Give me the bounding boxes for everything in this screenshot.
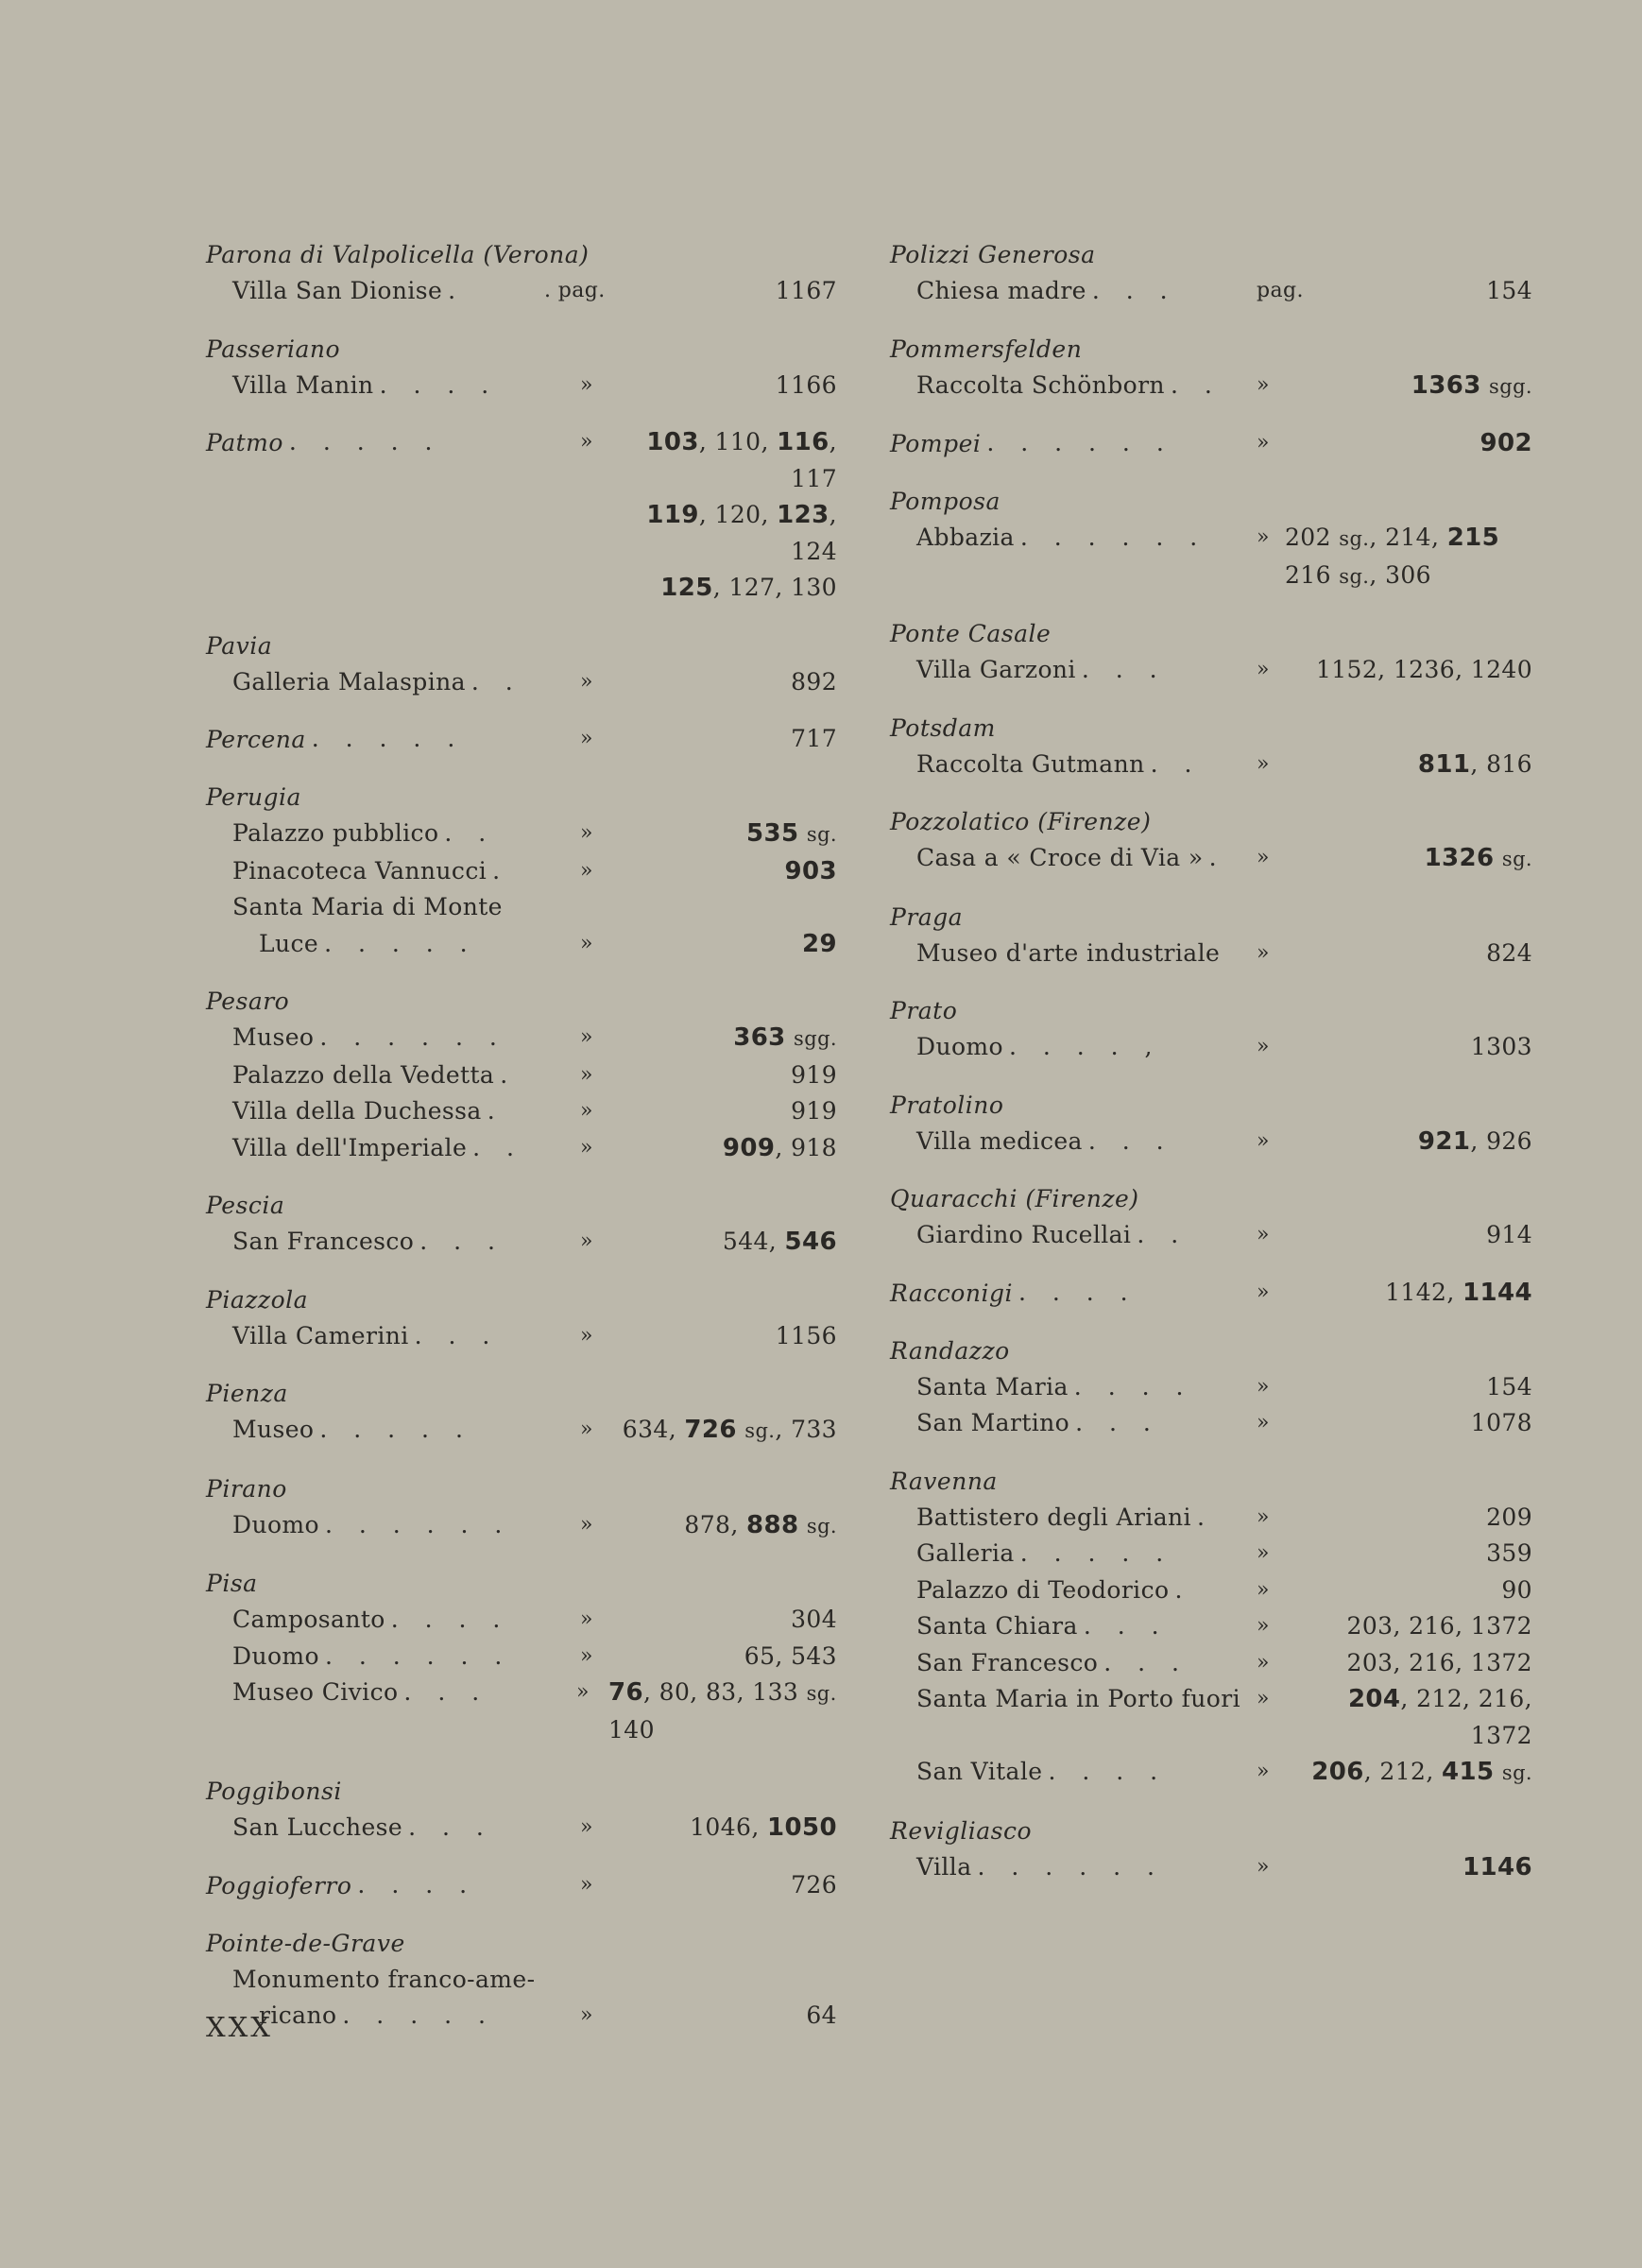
ditto-mark: » <box>1257 846 1270 869</box>
index-entry <box>890 803 1532 878</box>
index-subentry <box>890 1500 1532 1537</box>
dot-leader: . . . <box>419 1228 505 1255</box>
place-heading: Pescia <box>206 1192 285 1219</box>
dot-leader: . . . <box>408 1813 493 1841</box>
page-refs: 1078 <box>1470 1409 1532 1436</box>
index-entry <box>890 1275 1532 1312</box>
ditto-mark: » <box>1257 372 1270 397</box>
place-heading: Pavia <box>206 631 273 660</box>
dot-leader: . . . . . . <box>324 1510 512 1538</box>
page-refs: 304 <box>791 1606 837 1633</box>
index-subentry <box>206 1057 837 1094</box>
subentry-label: Villa Camerini <box>232 1321 409 1349</box>
dot-leader: . <box>1174 1575 1192 1604</box>
dot-leader: . . . <box>1083 1612 1169 1640</box>
ditto-mark: » <box>580 1062 593 1087</box>
dot-leader: . <box>492 856 510 885</box>
index-entry <box>206 1565 837 1748</box>
page-refs: 154 <box>1486 277 1532 304</box>
dot-leader: . . . <box>1081 656 1167 683</box>
subentry-label: San Francesco <box>232 1228 415 1255</box>
place-heading: Pratolino <box>890 1091 1004 1119</box>
subentry-label: Monumento franco-ame- <box>232 1965 536 1993</box>
index-subentry <box>890 1572 1532 1609</box>
dot-leader: . <box>1208 844 1226 871</box>
page-refs: 1046, 1050 <box>690 1813 837 1842</box>
index-entry <box>890 992 1532 1066</box>
index-entry <box>890 899 1532 972</box>
ditto-mark: » <box>1257 431 1270 455</box>
index-entry <box>890 331 1532 405</box>
dot-leader: . <box>448 277 466 304</box>
subentry-label: Santa Chiara <box>916 1612 1078 1640</box>
index-subentry <box>890 936 1532 972</box>
subentry-label: San Martino <box>916 1409 1070 1436</box>
subentry-label: Raccolta Gutmann <box>916 749 1145 778</box>
ditto-mark: » <box>1257 1223 1270 1246</box>
subentry-label: San Vitale <box>916 1758 1043 1785</box>
dot-leader: . . <box>472 1133 523 1161</box>
ditto-mark: » <box>1257 1035 1270 1058</box>
place-heading: Pienza <box>206 1380 288 1407</box>
index-entry <box>206 424 837 607</box>
place-heading: Pesaro <box>206 988 290 1015</box>
place-heading: Pommersfelden <box>890 335 1083 363</box>
index-entry <box>206 1187 837 1261</box>
index-subentry <box>206 816 837 853</box>
index-subentry <box>206 1020 837 1057</box>
ditto-mark: » <box>580 727 593 750</box>
subentry-label: Villa della Duchessa <box>232 1097 482 1125</box>
dot-leader: . . . <box>1103 1648 1189 1676</box>
index-subentry <box>206 1507 837 1545</box>
subentry-label: San Lucchese <box>232 1813 403 1841</box>
page-refs: 1152, 1236, 1240 <box>1315 656 1532 683</box>
index-subentry <box>206 273 837 310</box>
ditto-mark: » <box>580 858 593 883</box>
ditto-mark: » <box>580 1815 593 1839</box>
ditto-mark: » <box>1257 940 1270 965</box>
subentry-label: Duomo <box>916 1033 1003 1060</box>
index-subentry <box>890 652 1532 689</box>
dot-leader: . . . . <box>357 1870 477 1899</box>
ditto-mark: » <box>1257 1854 1270 1879</box>
page-refs: 914 <box>1486 1221 1532 1248</box>
dot-leader: . . . . <box>379 370 499 399</box>
index-entry <box>890 1087 1532 1160</box>
ditto-mark: » <box>1257 1541 1270 1565</box>
index-subentry <box>206 926 837 963</box>
ditto-mark: » <box>580 1229 593 1253</box>
page-refs: 203, 216, 1372 <box>1346 1648 1532 1676</box>
dot-leader: . . <box>1137 1221 1189 1248</box>
page-refs: 29 <box>802 929 837 958</box>
page-number: XXX <box>206 2011 273 2043</box>
index-entry <box>890 1813 1532 1886</box>
index-subentry <box>206 664 837 701</box>
index-column-right <box>890 236 1532 1906</box>
subentry-label: Museo d'arte industriale <box>916 938 1221 967</box>
place-heading: Pirano <box>206 1474 287 1503</box>
dot-leader: . <box>487 1097 505 1125</box>
index-subentry <box>206 368 837 404</box>
subentry-label: Villa <box>916 1852 972 1881</box>
page-refs: 919 <box>791 1060 837 1089</box>
index-subentry <box>890 1645 1532 1682</box>
index-subentry <box>206 889 837 926</box>
index-column-left <box>206 236 837 2055</box>
ditto-mark: » <box>1257 751 1270 776</box>
index-entry <box>206 779 837 962</box>
place-heading: Poggioferro <box>206 1871 352 1899</box>
index-subentry <box>890 1681 1532 1754</box>
index-headword-row <box>206 424 837 607</box>
dot-leader: . . . . <box>390 1606 510 1633</box>
ditto-mark: » <box>580 1418 593 1441</box>
index-subentry <box>206 1318 837 1355</box>
ditto-mark: » <box>580 669 593 694</box>
subentry-label: Galleria Malaspina <box>232 667 466 696</box>
page-refs: 903 <box>784 856 837 885</box>
ditto-mark: » <box>1257 1687 1270 1710</box>
index-entry <box>206 1375 837 1450</box>
subentry-label: Villa medicea <box>916 1126 1083 1155</box>
ditto-mark: » <box>1257 1760 1270 1783</box>
index-entry <box>890 615 1532 689</box>
dot-leader: . . . . . . <box>319 1023 506 1051</box>
subentry-label: Villa San Dionise <box>232 277 443 304</box>
place-heading: Piazzola <box>206 1285 309 1314</box>
subentry-label: Villa dell'Imperiale <box>232 1133 468 1161</box>
place-heading: Prato <box>890 997 958 1024</box>
index-entry <box>206 1773 837 1847</box>
subentry-label: ricano <box>259 2002 337 2029</box>
index-entry <box>206 331 837 404</box>
place-heading: Pompei <box>890 430 982 457</box>
index-subentry <box>890 1849 1532 1886</box>
ditto-mark: » <box>1257 1128 1270 1153</box>
dot-leader: . . . . . <box>311 725 465 752</box>
ditto-mark: » <box>1257 525 1270 549</box>
place-heading: Parona di Valpolicella (Verona) <box>206 241 590 268</box>
index-entry <box>890 1463 1532 1792</box>
page-refs: 209 <box>1486 1503 1532 1531</box>
index-entry <box>890 425 1532 462</box>
index-subentry <box>206 853 837 890</box>
index-subentry <box>890 1217 1532 1254</box>
dot-leader: . . . . <box>1048 1758 1168 1785</box>
place-heading: Praga <box>890 902 964 931</box>
page-refs: 64 <box>806 2002 837 2029</box>
place-heading: Ravenna <box>890 1467 998 1495</box>
dot-leader: . . . . <box>1018 1278 1137 1306</box>
subentry-label: Abbazia <box>916 524 1015 551</box>
index-entry <box>206 1925 837 2035</box>
dot-leader: . . . . , <box>1008 1033 1162 1060</box>
page-refs: 359 <box>1486 1539 1532 1567</box>
dot-leader: . . . <box>1075 1409 1160 1436</box>
page-refs: 206, 212, 415 sg. <box>1311 1758 1532 1786</box>
ditto-mark: » <box>580 1872 593 1897</box>
page-refs: 726 <box>791 1870 837 1899</box>
index-entry <box>206 1470 837 1545</box>
index-subentry <box>206 1602 837 1639</box>
index-entry <box>890 710 1532 783</box>
ditto-mark: pag. <box>1257 279 1304 302</box>
ditto-mark: » <box>580 931 593 955</box>
ditto-mark: » <box>580 821 593 845</box>
page-refs: 204, 212, 216, 1372 <box>1347 1685 1532 1749</box>
page-refs: 535 sg. <box>746 819 837 848</box>
ditto-mark: » <box>580 1025 593 1049</box>
page-refs: 154 <box>1486 1372 1532 1400</box>
page-refs: 1167 <box>775 277 837 304</box>
place-heading: Pomposa <box>890 488 1001 515</box>
dot-leader: . . . <box>403 1678 489 1706</box>
dot-leader: . <box>1196 1503 1214 1531</box>
subentry-label: Museo Civico <box>232 1678 399 1706</box>
index-subentry <box>206 1810 837 1847</box>
index-subentry <box>206 1998 837 2035</box>
ditto-mark: » <box>1257 1411 1270 1435</box>
ditto-mark: » <box>580 2003 593 2027</box>
ditto-mark: » <box>580 1323 593 1348</box>
ditto-mark: » <box>580 1512 593 1537</box>
dot-leader: . . . . . <box>324 929 477 957</box>
index-subentry <box>206 1130 837 1167</box>
page-refs: 1326 sg. <box>1424 844 1532 872</box>
dot-leader: . . . <box>1091 277 1177 304</box>
subentry-label: Giardino Rucellai <box>916 1221 1132 1248</box>
page-refs: 363 sgg. <box>733 1023 837 1052</box>
index-headword-row <box>890 425 1532 462</box>
subentry-label: Santa Maria <box>916 1372 1069 1400</box>
page-refs: 90 <box>1501 1575 1532 1604</box>
place-heading: Poggibonsi <box>206 1778 342 1805</box>
index-subentry <box>890 747 1532 783</box>
subentry-label: Santa Maria in Porto fuori <box>916 1685 1240 1712</box>
index-entry <box>890 1180 1532 1254</box>
place-heading: Percena <box>206 726 306 753</box>
index-headword-row <box>890 1275 1532 1312</box>
place-heading: Pisa <box>206 1570 258 1597</box>
page-refs: 717 <box>791 725 837 752</box>
index-entry <box>206 627 837 701</box>
place-heading: Racconigi <box>890 1279 1013 1307</box>
page-refs: 909, 918 <box>722 1133 837 1162</box>
subentry-label: Museo <box>232 1023 315 1051</box>
subentry-label: Villa Manin <box>232 370 374 399</box>
place-heading: Randazzo <box>890 1336 1010 1365</box>
subentry-label: Galleria <box>916 1539 1015 1567</box>
page-refs: 878, 888 sg. <box>684 1510 837 1539</box>
subentry-label: Luce <box>259 929 319 957</box>
ditto-mark: » <box>1257 1614 1270 1638</box>
index-headword-row <box>206 721 837 758</box>
dot-leader: . . . . <box>1073 1372 1193 1400</box>
index-subentry <box>890 840 1532 878</box>
index-entry <box>206 1281 837 1355</box>
ditto-mark: » <box>1257 658 1270 681</box>
subentry-label: Camposanto <box>232 1606 385 1633</box>
index-subentry <box>890 368 1532 405</box>
index-subentry <box>890 1124 1532 1160</box>
subentry-label: Villa Garzoni <box>916 656 1076 683</box>
subentry-label: Duomo <box>232 1641 319 1670</box>
place-heading: Passeriano <box>206 335 341 363</box>
dot-leader: . . . . . <box>1019 1539 1173 1567</box>
index-subentry <box>890 520 1532 594</box>
page-refs: 544, 546 <box>722 1228 837 1256</box>
subentry-label: Pinacoteca Vannucci <box>232 856 487 885</box>
index-subentry <box>890 1754 1532 1792</box>
page-refs: 1363 sgg. <box>1411 370 1532 400</box>
dot-leader: . . <box>470 667 522 696</box>
dot-leader: . . . <box>1087 1126 1173 1155</box>
page-refs: 203, 216, 1372 <box>1346 1612 1532 1640</box>
index-subentry <box>890 1029 1532 1066</box>
place-heading: Revigliasco <box>890 1816 1033 1845</box>
index-entry <box>890 1332 1532 1442</box>
page-refs: 1303 <box>1470 1033 1532 1060</box>
index-subentry <box>890 1369 1532 1406</box>
index-entry <box>890 236 1532 310</box>
page-refs: 76, 80, 83, 133 sg. 140 <box>608 1678 837 1744</box>
subentry-label: Palazzo della Vedetta <box>232 1060 495 1089</box>
dot-leader: . . . . . <box>319 1416 472 1443</box>
page-refs: 1166 <box>775 370 837 399</box>
dot-leader: . . <box>1170 370 1222 399</box>
index-subentry <box>890 273 1532 310</box>
ditto-mark: » <box>580 1135 593 1160</box>
subentry-label: Battistero degli Ariani <box>916 1503 1191 1531</box>
index-entry <box>206 1867 837 1904</box>
dot-leader: . . . <box>414 1321 500 1349</box>
ditto-mark: » <box>1257 1650 1270 1675</box>
ditto-mark: » <box>580 430 593 454</box>
place-heading: Patmo <box>206 429 283 456</box>
index-entry <box>890 483 1532 594</box>
ditto-mark: » <box>1257 1504 1270 1529</box>
index-entry <box>206 721 837 758</box>
page-refs: 1146 <box>1462 1852 1532 1881</box>
dot-leader <box>1220 936 1225 972</box>
index-subentry <box>206 1412 837 1450</box>
index-headword-row <box>206 1867 837 1904</box>
page-refs: 1156 <box>775 1321 837 1349</box>
subentry-label: Santa Maria di Monte <box>232 893 503 920</box>
dot-leader: . . <box>1150 749 1202 778</box>
subentry-label: Casa a « Croce di Via » <box>916 844 1204 871</box>
subentry-label: Museo <box>232 1416 315 1443</box>
subentry-label: Chiesa madre <box>916 277 1086 304</box>
index-subentry <box>206 1675 837 1748</box>
index-subentry <box>206 1093 837 1130</box>
page-refs: 919 <box>791 1097 837 1125</box>
page-refs: 65, 543 <box>744 1641 837 1670</box>
ditto-mark: » <box>580 372 593 397</box>
index-subentry <box>206 1224 837 1261</box>
place-heading: Potsdam <box>890 713 996 742</box>
dot-leader: . . . . . <box>288 428 442 455</box>
subentry-label: Palazzo di Teodorico <box>916 1575 1170 1604</box>
page-refs: 1142, 1144 <box>1385 1278 1532 1307</box>
ditto-mark: » <box>1257 1374 1270 1399</box>
dot-leader: . . . . . <box>342 2002 495 2029</box>
index-entry <box>206 236 837 310</box>
ditto-mark: » <box>1257 1577 1270 1602</box>
index-subentry <box>206 1962 837 1999</box>
place-heading: Pointe-de-Grave <box>206 1929 405 1957</box>
subentry-label: Palazzo pubblico <box>232 819 439 847</box>
index-subentry <box>890 1608 1532 1645</box>
ditto-mark: » <box>576 1680 590 1704</box>
page-refs: 824 <box>1486 938 1532 967</box>
ditto-mark: » <box>580 1607 593 1631</box>
dot-leader: . . . . . . <box>986 429 1173 456</box>
dot-leader: . . . . . . <box>1019 524 1207 551</box>
page-refs: 634, 726 sg., 733 <box>622 1416 837 1444</box>
index-subentry <box>890 1405 1532 1442</box>
place-heading: Pozzolatico (Firenze) <box>890 808 1152 835</box>
ditto-mark: » <box>580 1643 593 1668</box>
place-heading: Perugia <box>206 783 301 811</box>
page-refs: 103, 110, 116, 117 119, 120, 123, 124 125, 127, 130 <box>646 428 837 602</box>
dot-leader: . . . . . . <box>977 1852 1164 1881</box>
place-heading: Polizzi Generosa <box>890 241 1096 268</box>
dot-leader: . <box>500 1060 518 1089</box>
index-entry <box>206 983 837 1166</box>
subentry-label: Raccolta Schönborn <box>916 370 1165 399</box>
page-refs: 811, 816 <box>1417 749 1532 779</box>
dot-leader: . . <box>444 819 496 847</box>
place-heading: Quaracchi (Firenze) <box>890 1185 1139 1212</box>
index-subentry <box>206 1639 837 1675</box>
page-refs: 892 <box>791 667 837 696</box>
place-heading: Ponte Casale <box>890 620 1052 647</box>
ditto-mark: » <box>580 1099 593 1123</box>
dot-leader: . . . . . . <box>324 1641 512 1670</box>
ditto-mark: » <box>1257 1280 1270 1304</box>
subentry-label: Duomo <box>232 1510 319 1538</box>
subentry-label: San Francesco <box>916 1648 1099 1676</box>
index-subentry <box>890 1536 1532 1572</box>
page-refs: 202 sg., 214, 215 216 sg., 306 <box>1285 524 1500 589</box>
page-refs: 902 <box>1480 429 1532 457</box>
ditto-mark: . pag. <box>544 279 606 302</box>
page-refs: 921, 926 <box>1417 1126 1532 1156</box>
dot-leader <box>1240 1681 1246 1718</box>
